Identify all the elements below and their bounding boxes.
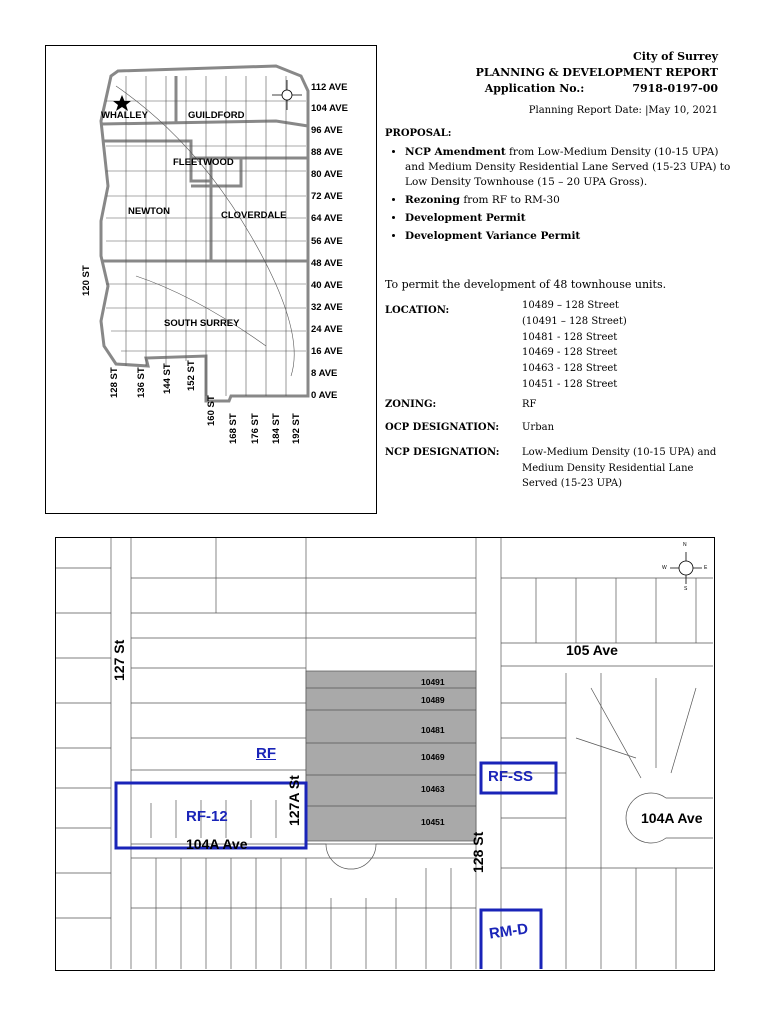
avenue-label: 96 AVE bbox=[311, 125, 343, 136]
lot-number: 10489 bbox=[421, 695, 445, 705]
area-label: WHALLEY bbox=[101, 110, 148, 121]
report-title: PLANNING & DEVELOPMENT REPORT bbox=[475, 66, 718, 79]
street-label: 160 ST bbox=[206, 395, 217, 426]
site-star-icon bbox=[113, 95, 131, 111]
address-line: 10451 - 128 Street bbox=[522, 378, 618, 390]
lot-number: 10469 bbox=[421, 752, 445, 762]
avenue-label: 48 AVE bbox=[311, 258, 343, 269]
street-127-st: 127 St bbox=[111, 639, 127, 681]
location-addresses bbox=[522, 298, 627, 393]
street-104a-ave-right: 104A Ave bbox=[641, 810, 703, 826]
street-label: 128 ST bbox=[109, 367, 120, 398]
street-label: 176 ST bbox=[250, 413, 261, 444]
compass-w: W bbox=[662, 565, 667, 571]
proposal-item-title: Rezoning bbox=[405, 194, 460, 206]
zone-rmd-label: RM-D bbox=[488, 920, 530, 943]
lot-number: 10491 bbox=[421, 677, 445, 687]
street-label: 136 ST bbox=[136, 367, 147, 398]
address-line: (10491 – 128 Street) bbox=[522, 315, 627, 327]
street-label: 144 ST bbox=[162, 363, 173, 394]
street-127a-st: 127A St bbox=[286, 775, 302, 826]
avenue-label: 0 AVE bbox=[311, 390, 338, 401]
street-label: 192 ST bbox=[291, 413, 302, 444]
ocp-label: OCP DESIGNATION: bbox=[385, 422, 500, 433]
zone-rf-label: RF bbox=[256, 745, 276, 762]
zoning-value: RF bbox=[522, 399, 537, 410]
street-128-st: 128 St bbox=[470, 831, 486, 873]
compass-icon bbox=[272, 80, 302, 110]
street-104a-ave: 104A Ave bbox=[186, 836, 248, 852]
lot-number: 10481 bbox=[421, 725, 445, 735]
area-label: SOUTH SURREY bbox=[164, 318, 240, 329]
area-label: CLOVERDALE bbox=[221, 210, 287, 221]
address-line: 10489 – 128 Street bbox=[522, 300, 619, 311]
key-map bbox=[45, 45, 377, 514]
avenue-label: 104 AVE bbox=[311, 103, 348, 114]
area-label: GUILDFORD bbox=[188, 110, 245, 121]
zone-rfss-label: RF-SS bbox=[488, 768, 533, 785]
avenue-label: 56 AVE bbox=[311, 236, 343, 247]
area-label: NEWTON bbox=[128, 206, 171, 217]
area-label: FLEETWOOD bbox=[173, 157, 234, 168]
proposal-purpose: To permit the development of 48 townhouse units. bbox=[385, 278, 667, 291]
avenue-label: 64 AVE bbox=[311, 213, 343, 224]
lot-number: 10451 bbox=[421, 817, 445, 827]
proposal-list bbox=[385, 145, 735, 244]
street-label: 120 ST bbox=[81, 265, 92, 296]
street-label: 168 ST bbox=[228, 413, 239, 444]
application-number: 7918-0197-00 bbox=[632, 82, 718, 95]
avenue-label: 72 AVE bbox=[311, 191, 343, 202]
site-map bbox=[55, 537, 715, 971]
application-label: Application No.: bbox=[484, 82, 585, 95]
avenue-label: 32 AVE bbox=[311, 302, 343, 313]
street-label: 152 ST bbox=[186, 360, 197, 391]
avenue-label: 24 AVE bbox=[311, 324, 343, 335]
avenue-label: 16 AVE bbox=[311, 346, 343, 357]
avenue-label: 88 AVE bbox=[311, 147, 343, 158]
proposal-item bbox=[405, 145, 735, 190]
compass-e: E bbox=[704, 565, 708, 571]
street-105-ave: 105 Ave bbox=[566, 642, 618, 658]
site-map-drawing bbox=[56, 538, 713, 969]
location-label: LOCATION: bbox=[385, 305, 450, 316]
ncp-label: NCP DESIGNATION: bbox=[385, 447, 500, 458]
avenue-label: 8 AVE bbox=[311, 368, 338, 379]
proposal-item-title: NCP Amendment bbox=[405, 146, 506, 158]
avenue-label: 40 AVE bbox=[311, 280, 343, 291]
compass-n: N bbox=[683, 542, 687, 548]
proposal-item bbox=[405, 229, 735, 244]
application-line bbox=[485, 82, 718, 95]
zoning-label: ZONING: bbox=[385, 399, 437, 410]
subject-site bbox=[306, 671, 476, 841]
proposal-item-title: Development Variance Permit bbox=[405, 230, 581, 242]
report-date: Planning Report Date: |May 10, 2021 bbox=[528, 105, 718, 116]
proposal-item bbox=[405, 193, 735, 208]
proposal-item bbox=[405, 211, 735, 226]
avenue-label: 112 AVE bbox=[311, 82, 348, 93]
street-label: 184 ST bbox=[271, 413, 282, 444]
compass-icon bbox=[670, 552, 702, 584]
compass-s: S bbox=[684, 586, 688, 592]
ocp-value: Urban bbox=[522, 422, 555, 433]
proposal-item-title: Development Permit bbox=[405, 212, 526, 224]
avenue-label: 80 AVE bbox=[311, 169, 343, 180]
city-name: City of Surrey bbox=[632, 50, 718, 63]
address-line: 10469 - 128 Street bbox=[522, 347, 618, 359]
proposal-heading: PROPOSAL: bbox=[385, 128, 452, 139]
proposal-item-text: from Low-Medium Density (10-15 UPA) and Medium Density Residential Lane Served (15-23 UPA) to Low Density Townhouse (15 – 20 UPA Gross). bbox=[405, 146, 731, 188]
address-line: 10481 - 128 Street bbox=[522, 331, 618, 343]
lot-number: 10463 bbox=[421, 784, 445, 794]
address-line: 10463 - 128 Street bbox=[522, 363, 618, 375]
ncp-value: Low-Medium Density (10-15 UPA) and Medium Density Residential Lane Served (15-23 UPA) bbox=[522, 447, 717, 489]
proposal-item-text: from RF to RM-30 bbox=[459, 194, 560, 206]
zone-rf12-label: RF-12 bbox=[186, 808, 228, 825]
